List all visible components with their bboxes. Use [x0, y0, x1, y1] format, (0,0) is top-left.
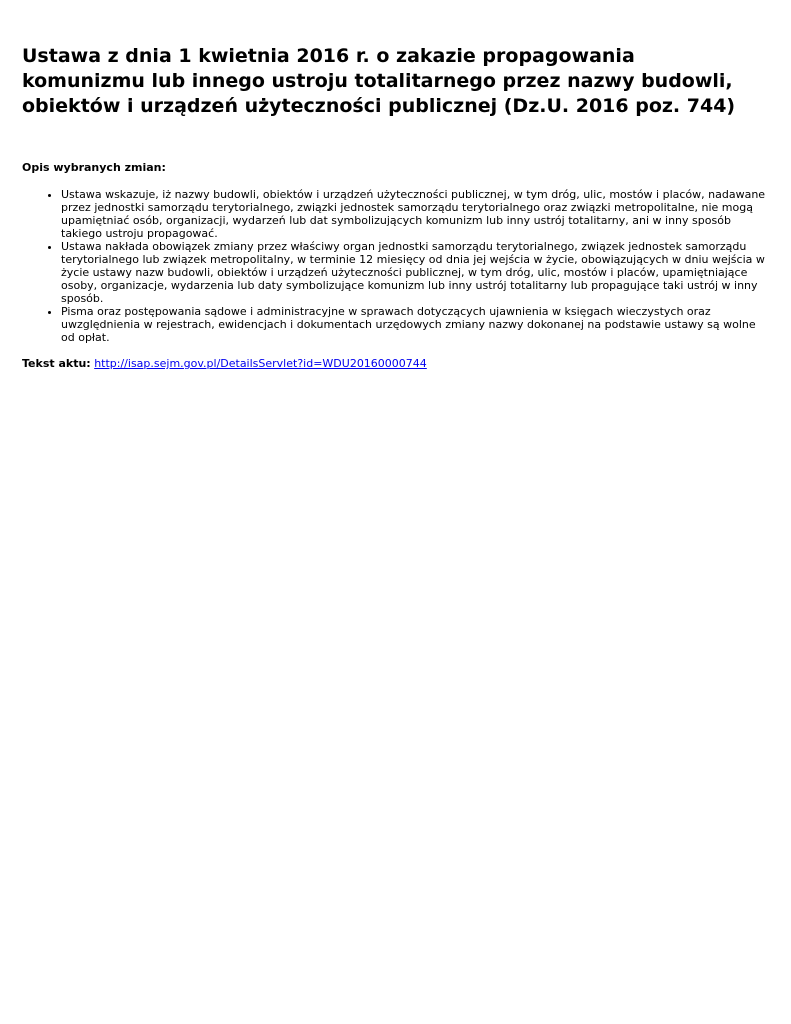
- list-item: • Ustawa wskazuje, iż nazwy budowli, obiektów i urządzeń użyteczności publicznej, w tym dróg, ulic, mostów i placów, nadawane przez jednostki samorządu terytorialnego, związki jednostek samorządu terytorialnego oraz związki metropolitalne, nie mogą upamiętniać osób, organizacji, wydarzeń lub dat symbolizujących komunizm lub inny ustrój totalitarny, ani w inny sposób takiego ustroju propagować.: [61, 188, 766, 240]
- act-text-label: Tekst aktu:: [22, 357, 91, 370]
- act-text-link[interactable]: http://isap.sejm.gov.pl/DetailsServlet?id=WDU20160000744: [94, 357, 427, 370]
- section-label: Opis wybranych zmian:: [22, 161, 166, 174]
- changes-list: [22, 188, 766, 344]
- document-title: Ustawa z dnia 1 kwietnia 2016 r. o zakazie propagowania komunizmu lub innego ustroju totalitarnego przez nazwy budowli, obiektów i urządzeń użyteczności publicznej (Dz.U. 2016 poz. 744): [22, 45, 736, 117]
- list-item: • Ustawa nakłada obowiązek zmiany przez właściwy organ jednostki samorządu terytorialnego, związek jednostek samorządu terytorialnego lub związek metropolitalny, w terminie 12 miesięcy od dnia jej wejścia w życie, obowiązujących w dniu wejścia w życie ustawy nazw budowli, obiektów i urządzeń użyteczności publicznej, w tym dróg, ulic, mostów i placów, upamiętniające osoby, organizacje, wydarzenia lub daty symbolizujące komunizm lub inny ustrój totalitarny lub propagujące taki ustrój w inny sposób.: [61, 240, 766, 305]
- list-item: • Pisma oraz postępowania sądowe i administracyjne w sprawach dotyczących ujawnienia w księgach wieczystych oraz uwzględnienia w rejestrach, ewidencjach i dokumentach urzędowych zmiany nazwy dokonanej na podstawie ustawy są wolne od opłat.: [61, 305, 766, 344]
- act-text-row: [22, 344, 769, 371]
